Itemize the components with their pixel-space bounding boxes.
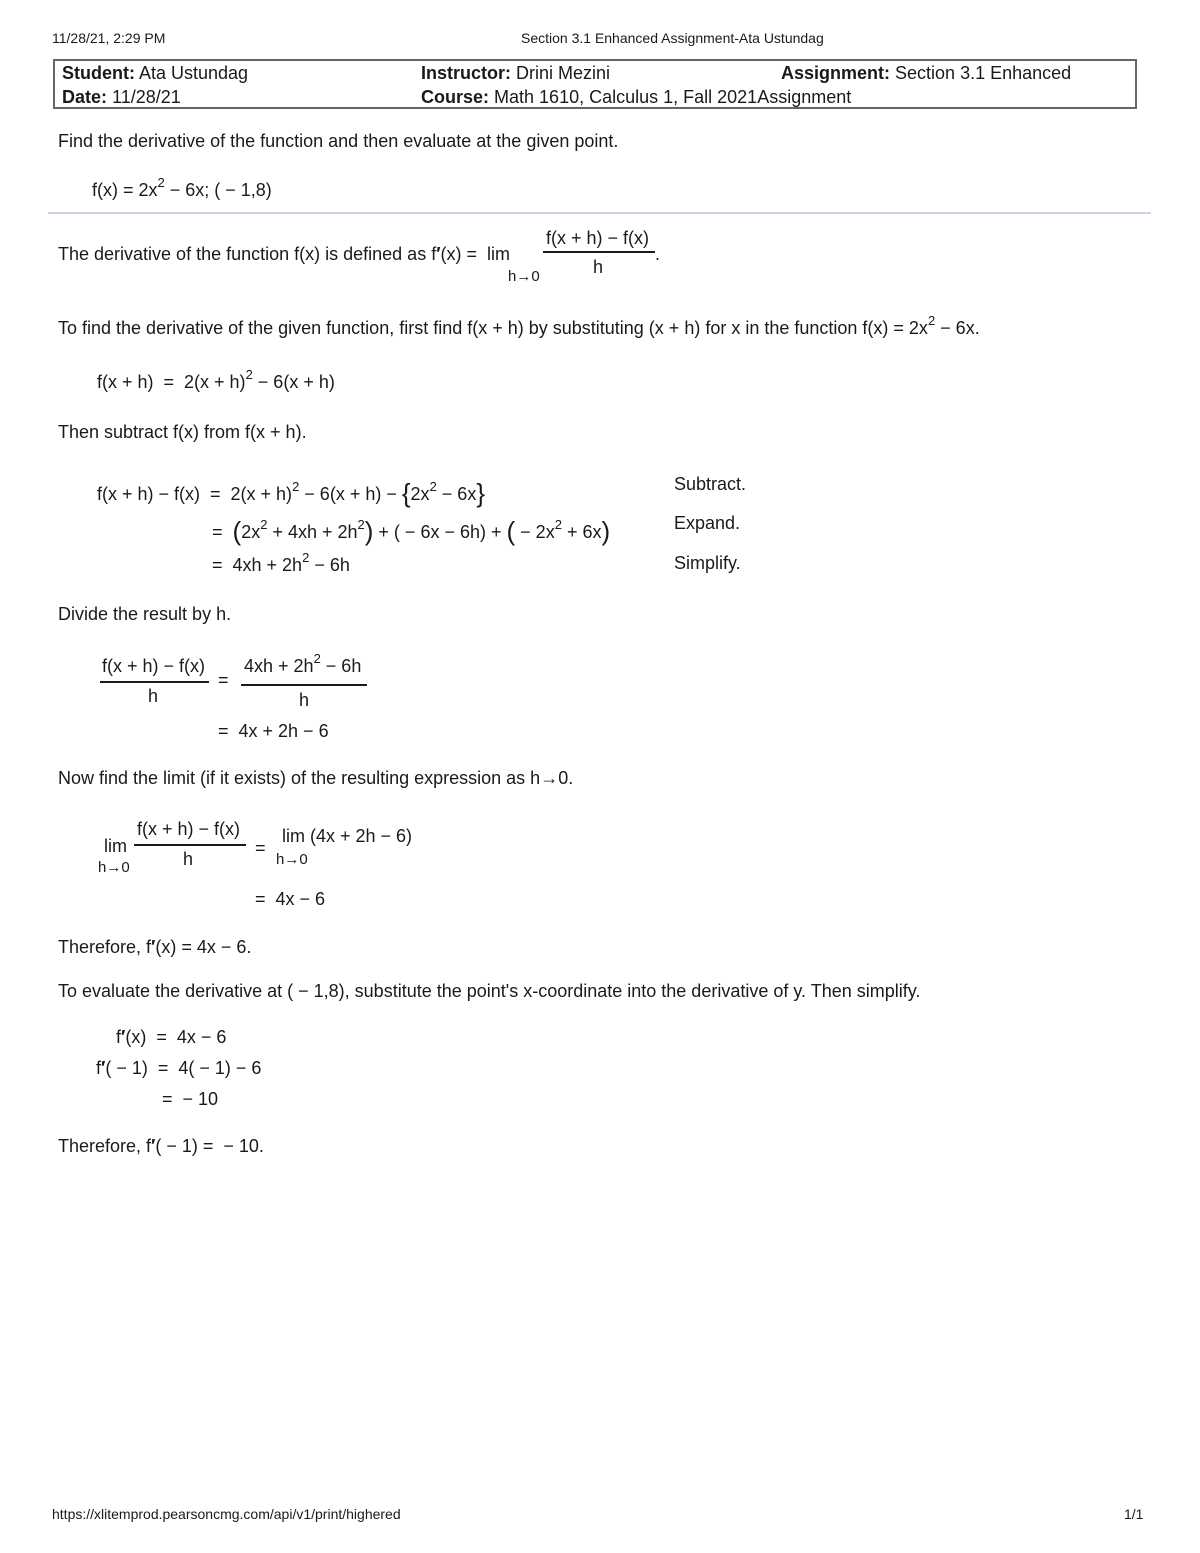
evaluate-text: To evaluate the derivative at ( − 1,8), substitute the point's x-coordinate into the derivative of y. Then simplify. [58, 981, 921, 1001]
expand-step: = $(2x^2 + 4xh + 2h^2)$ + ( − 6x − 6h) + ( − $2x^2 + 6x$) [212, 516, 611, 546]
subtract-step: $f(x + h) - f(x) = 2(x + h)^2 - 6(x + h) - \{2x^2 - 6x\}$ [97, 478, 486, 508]
definition-fraction-bar [543, 251, 655, 253]
subtract-text: Then subtract f(x) from f(x + h). [58, 422, 307, 442]
divide-result: = 4x + 2h − 6 [218, 721, 329, 741]
footer-page: 1/1 [1124, 1506, 1144, 1522]
print-datetime: 11/28/21, 2:29 PM [52, 30, 166, 46]
limit-lim: lim [104, 836, 127, 856]
fxh-expression: $f(x + h) = 2(x + h)^2 - 6(x + h)$ [97, 367, 335, 392]
student-name: Ata Ustundag [139, 63, 249, 83]
note-expand: Expand. [674, 513, 741, 533]
course-label: Course: [421, 87, 490, 107]
divide-equals: = [218, 670, 229, 690]
eval-line3: = − 10 [162, 1089, 219, 1109]
note-simplify: Simplify. [674, 553, 741, 573]
date-value: 11/28/21 [112, 87, 181, 107]
course-value: Math 1610, Calculus 1, Fall 2021 [494, 87, 758, 107]
assignment-line2: Assignment [757, 87, 852, 107]
divide-denominator-left: h [148, 686, 159, 706]
eval-line1: f′(x) = 4x − 6 [116, 1027, 227, 1047]
limit-text: Now find the limit (if it exists) of the resulting expression as h→0. [58, 768, 574, 788]
eval-line2: f′( − 1) = 4( − 1) − 6 [96, 1058, 262, 1078]
student-row [62, 63, 248, 84]
footer-url: https://xlitemprod.pearsoncmg.com/api/v1/print/highered [52, 1506, 401, 1522]
problem-prompt: Find the derivative of the function and then evaluate at the given point. [58, 131, 619, 151]
assignment-label: Assignment: [781, 63, 891, 83]
divide-bar-right [241, 684, 367, 686]
limit-result: = 4x − 6 [255, 889, 326, 909]
student-label: Student: [62, 63, 135, 83]
limit-subscript: h→0 [508, 268, 540, 285]
limit-equals: = [255, 838, 266, 858]
divide-text: Divide the result by h. [58, 604, 232, 624]
limit-fraction-bar [134, 844, 246, 846]
divide-denominator-right: h [299, 690, 310, 710]
limit-denominator: h [183, 849, 194, 869]
instructor-label: Instructor: [421, 63, 511, 83]
course-row [421, 87, 851, 108]
divide-bar-left [100, 681, 209, 683]
limit-right-sub: h→0 [276, 851, 308, 868]
limit-numerator: f(x + h) − f(x) [137, 819, 241, 839]
note-subtract: Subtract. [674, 474, 747, 494]
date-row [62, 87, 181, 108]
therefore-value: Therefore, f′( − 1) = − 10. [58, 1136, 264, 1156]
divide-numerator-right: $4xh + 2h^2 - 6h$ [244, 651, 362, 676]
instructor-name: Drini Mezini [516, 63, 611, 83]
date-label: Date: [62, 87, 108, 107]
definition-numerator: f(x + h) − f(x) [546, 228, 650, 248]
definition-denominator: h [593, 257, 604, 277]
divide-numerator-left: f(x + h) − f(x) [102, 656, 206, 676]
limit-right: lim (4x + 2h − 6) [282, 826, 413, 846]
problem-separator [48, 212, 1151, 214]
definition-text: The derivative of the function f(x) is defined as f′(x) = lim [58, 244, 511, 264]
limit-lim-sub: h→0 [98, 859, 130, 876]
definition-period: . [655, 244, 661, 264]
find-fxh-text: To find the derivative of the given function, first find f(x + h) by substituting (x + h) for x in the function $f(x) = 2x^2 - 6x$. [58, 313, 980, 338]
problem-function: $f(x) = 2x^2 - 6x$; ( − 1,8) [92, 175, 272, 200]
assignment-row [781, 63, 1071, 84]
instructor-row [421, 63, 610, 84]
therefore-derivative: Therefore, f′(x) = 4x − 6. [58, 937, 252, 957]
simplify-step: = $4xh + 2h^2 - 6h$ [212, 550, 350, 575]
assignment-line1: Section 3.1 Enhanced [895, 63, 1072, 83]
assignment-info-box [53, 59, 1137, 109]
print-title: Section 3.1 Enhanced Assignment-Ata Ustundag [521, 30, 824, 46]
